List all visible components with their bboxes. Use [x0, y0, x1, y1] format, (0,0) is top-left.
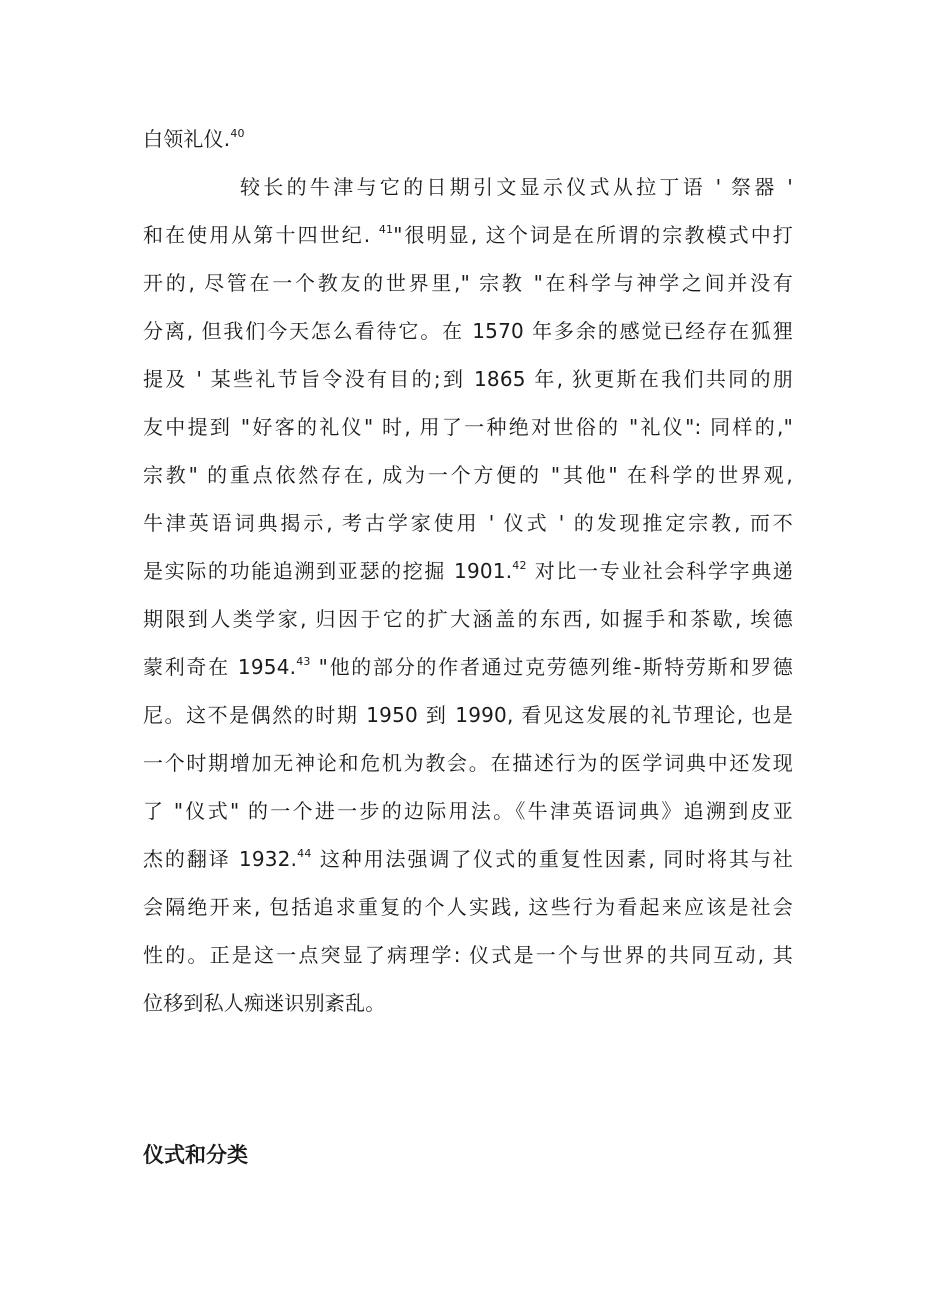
- text-line-3: 和在使用从第十四世纪. $^{41}$"很明显, 这个词是在所谓的宗教模式中打: [143, 223, 793, 247]
- text-line-10: 是实际的功能追溯到亚瑟的挖掘 1901.42 对比一专业社会科学字典递: [143, 559, 793, 583]
- text-line-7: 友中提到 "好客的礼仪" 时, 用了一种绝对世俗的 "礼仪": 同样的,": [143, 415, 793, 439]
- footnote-ref-42: 42: [512, 559, 527, 572]
- text-line-2: 较长的牛津与它的日期引文显示仪式从拉丁语 ' 祭器 ': [240, 175, 793, 199]
- text-line-15: 了 "仪式" 的一个进一步的边际用法。《牛津英语词典》追溯到皮亚: [143, 799, 793, 823]
- text-line-18: 性的。正是这一点突显了病理学: 仪式是一个与世界的共同互动, 其: [143, 943, 793, 967]
- text-line-5: 分离, 但我们今天怎么看待它。在 1570 年多余的感觉已经存在狐狸: [143, 319, 793, 343]
- footnote-ref-43: 43: [296, 655, 311, 668]
- text-line-1: 白领礼仪.$^{40}$: [143, 127, 245, 151]
- text-line-9: 牛津英语词典揭示, 考古学家使用 ' 仪式 ' 的发现推定宗教, 而不: [143, 511, 793, 535]
- text-line-12: 蒙利奇在 1954.43 "他的部分的作者通过克劳德列维-斯特劳斯和罗德: [143, 655, 793, 679]
- text-line-13: 尼。这不是偶然的时期 1950 到 1990, 看见这发展的礼节理论, 也是: [143, 703, 793, 727]
- text-line-6: 提及 ' 某些礼节旨令没有目的;到 1865 年, 狄更斯在我们共同的朋: [143, 367, 793, 391]
- text-line-8: 宗教" 的重点依然存在, 成为一个方便的 "其他" 在科学的世界观,: [143, 463, 793, 487]
- text-line-4: 开的, 尽管在一个教友的世界里," 宗教 "在科学与神学之间并没有: [143, 271, 793, 295]
- text-line-19: 位移到私人痴迷识别紊乱。: [143, 991, 386, 1015]
- text-line-16: 杰的翻译 1932.44 这种用法强调了仪式的重复性因素, 同时将其与社: [143, 847, 793, 871]
- section-heading: 仪式和分类: [143, 1143, 248, 1167]
- footnote-ref-41: 41: [378, 223, 394, 236]
- text-line-11: 期限到人类学家, 归因于它的扩大涵盖的东西, 如握手和茶歇, 埃德: [143, 607, 793, 631]
- footnote-ref-44: 44: [297, 847, 312, 860]
- footnote-ref-40: 40: [230, 127, 245, 140]
- text-line-14: 一个时期增加无神论和危机为教会。在描述行为的医学词典中还发现: [143, 751, 793, 775]
- text-line-17: 会隔绝开来, 包括追求重复的个人实践, 这些行为看起来应该是社会: [143, 895, 793, 919]
